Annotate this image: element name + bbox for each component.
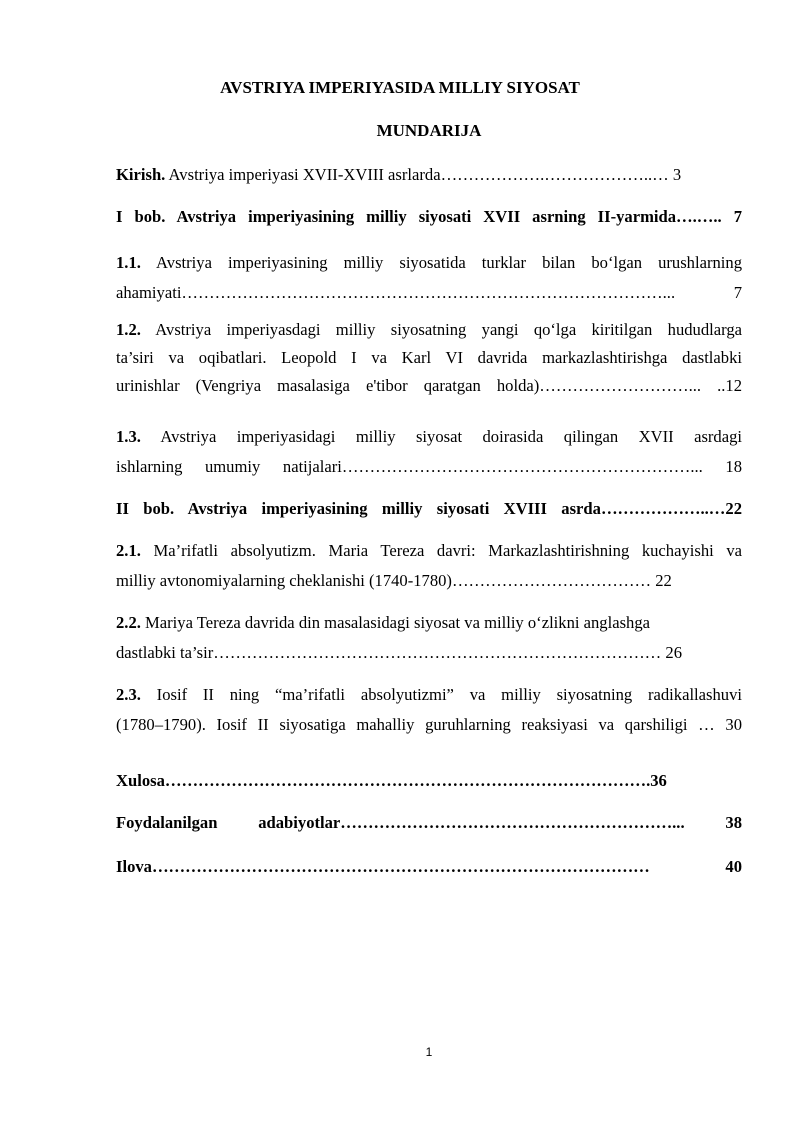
toc-entry-text: urinishlar (Vengriya masalasiga e'tibor qaratgan holda)………………………... ..12 [116,376,742,395]
toc-entry [116,422,742,482]
toc-entry [116,680,742,740]
toc-entry-line [116,536,742,566]
toc-entry [116,202,742,232]
toc-entry-text: Avstriya imperiyasdagi milliy siyosatning yangi qo‘lga kiritilgan hududlarga [140,320,742,339]
toc-entry [116,808,742,838]
toc-entry-text: Avstriya imperiyasining milliy siyosatida turklar bilan bo‘lgan urushlarning [140,253,742,272]
toc-entry-text: Mariya Tereza davrida din masalasidagi siyosat va milliy o‘zlikni anglashga [140,613,650,632]
toc-entry-text: milliy avtonomiyalarning cheklanishi (1740-1780)……………………………… 22 [116,571,672,590]
toc-entry-text: ta’siri va oqibatlari. Leopold I va Karl VI davrida markazlashtirishga dastlabki [116,348,742,367]
toc-entry-label: 1.3. [116,427,141,446]
toc-entry [116,608,742,668]
toc-entry-label: I bob. Avstriya imperiyasining milliy siyosati XVII asrning II-yarmida….….. 7 [116,207,742,226]
toc-entry [116,248,742,308]
toc-entry-line [116,710,742,740]
toc-entry-label: Ilova……………………………………………………………………………… 40 [116,857,742,876]
toc-entry-text: Avstriya imperiyasidagi milliy siyosat doirasida qilingan XVII asrdagi [140,427,742,446]
toc-entry-line [116,494,742,524]
toc-entry-line [116,680,742,710]
toc-entry-label: 2.2. [116,613,141,632]
toc-entry-line [116,278,742,308]
toc-entry-line [116,372,742,400]
toc-entry-label: 1.2. [116,320,141,339]
toc-entry-line [116,608,742,638]
toc-entry-text: Ma’rifatli absolyutizm. Maria Tereza davri: Markazlashtirishning kuchayishi va [140,541,742,560]
toc-entry-label: 2.3. [116,685,141,704]
toc-entry-text: Iosif II ning “ma’rifatli absolyutizmi” va milliy siyosatning radikallashuvi [140,685,742,704]
toc-entry-line [116,808,742,838]
toc-entry [116,494,742,524]
toc-entry-label: 2.1. [116,541,141,560]
toc-heading: MUNDARIJA [376,121,482,140]
toc-entry-label: Foydalanilgan adabiyotlar……………………………………………………... 38 [116,813,742,832]
toc-entry-line [116,452,742,482]
toc-entry-label: Kirish. [116,165,166,184]
toc-entry-text: Avstriya imperiyasi XVII-XVIII asrlarda……………….………………..… 3 [165,165,682,184]
toc-entry [116,852,742,882]
toc-entry-line [116,566,742,596]
toc-entry [116,766,742,796]
toc-entry [116,160,742,190]
toc-entry-line [116,316,742,344]
page-number: 1 [425,1045,433,1059]
toc-entry-text: ahamiyati……………………………………………………………………………... 7 [116,283,742,302]
toc-entry-text: (1780–1790). Iosif II siyosatiga mahalliy guruhlarning reaksiyasi va qarshiligi … 30 [116,715,742,734]
toc-entry-line [116,766,742,796]
toc-entry-line [116,852,742,882]
toc-entry-line [116,160,742,190]
toc-entry [116,316,742,400]
toc-entry-line [116,422,742,452]
toc-entry-line [116,202,742,232]
toc-entry-label: Xulosa…………………………………………………………………………….36 [116,771,667,790]
document-title: AVSTRIYA IMPERIYASIDA MILLIY SIYOSAT [220,78,580,97]
toc-entry-line [116,344,742,372]
toc-entry-line [116,248,742,278]
toc-entry-line [116,638,742,668]
toc-entry-label: 1.1. [116,253,141,272]
toc-entry-text: dastlabki ta’sir……………………………………………………………………… 26 [116,643,683,662]
toc-entry [116,536,742,596]
toc-entry-text: ishlarning umumiy natijalari………………………………………………………... 18 [116,457,742,476]
toc-entry-label: II bob. Avstriya imperiyasining milliy siyosati XVIII asrda………………..…22 [116,499,742,518]
